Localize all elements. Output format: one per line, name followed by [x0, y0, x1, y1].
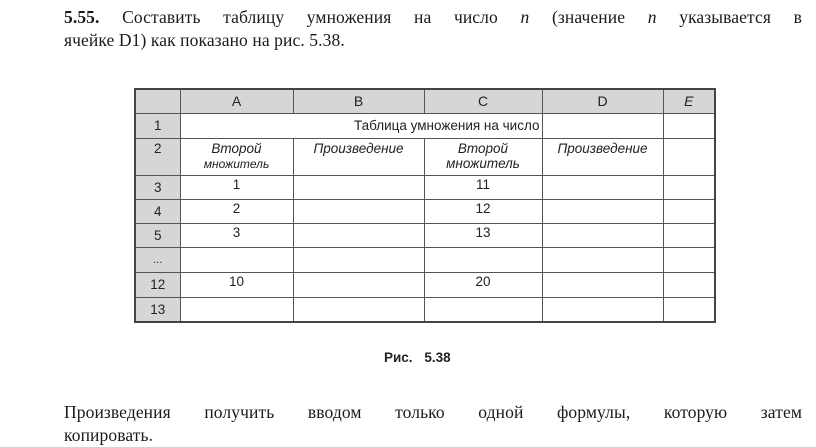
cell-d12 [542, 272, 663, 297]
row-header-5: 5 [135, 223, 180, 247]
cell-empty [663, 297, 715, 322]
row-header-12: 12 [135, 272, 180, 297]
cell-e4 [663, 199, 715, 223]
cell-empty [542, 247, 663, 272]
table-title-cell: Таблица умножения на число [180, 113, 542, 138]
cell-e2 [663, 138, 715, 175]
corner-cell [135, 89, 180, 113]
cell-a3: 1 [180, 175, 293, 199]
cell-c2: Второй множитель [424, 138, 542, 175]
cell-empty [542, 297, 663, 322]
cell-e1 [663, 113, 715, 138]
cell-d4 [542, 199, 663, 223]
cell-c4: 12 [424, 199, 542, 223]
problem-statement [64, 6, 802, 52]
cell-b5 [293, 223, 424, 247]
problem-number: 5.55. [64, 7, 100, 27]
cell-empty [663, 247, 715, 272]
row-header-1: 1 [135, 113, 180, 138]
cell-b2: Произведение [293, 138, 424, 175]
instruction-line-2: копировать. [64, 425, 154, 445]
row-header-13: 13 [135, 297, 180, 322]
column-header-a: A [180, 89, 293, 113]
cell-empty [424, 297, 542, 322]
cell-c3: 11 [424, 175, 542, 199]
cell-empty [180, 297, 293, 322]
problem-line-2: ячейке D1) как показано на рис. 5.38. [64, 30, 345, 50]
row-header-3: 3 [135, 175, 180, 199]
row-header-2: 2 [135, 138, 180, 175]
column-header-e: E [663, 89, 715, 113]
cell-b3 [293, 175, 424, 199]
figure-caption: Рис. 5.38 [384, 350, 451, 365]
cell-a12: 10 [180, 272, 293, 297]
cell-e12 [663, 272, 715, 297]
cell-d2: Произведение [542, 138, 663, 175]
cell-b12 [293, 272, 424, 297]
cell-a4: 2 [180, 199, 293, 223]
cell-empty [180, 247, 293, 272]
cell-empty [293, 297, 424, 322]
problem-line-1: 5.55. Составить таблицу умножения на число n (значение n указывается в [64, 7, 802, 27]
cell-c5: 13 [424, 223, 542, 247]
spreadsheet-figure [134, 88, 716, 323]
cell-e5 [663, 223, 715, 247]
cell-b4 [293, 199, 424, 223]
cell-e3 [663, 175, 715, 199]
column-header-d: D [542, 89, 663, 113]
column-header-b: B [293, 89, 424, 113]
cell-d3 [542, 175, 663, 199]
instruction-text [64, 401, 802, 447]
cell-d1 [542, 113, 663, 138]
cell-empty [293, 247, 424, 272]
cell-a2: Второй множитель [180, 138, 293, 175]
cell-empty [424, 247, 542, 272]
row-header-ellipsis: ... [135, 247, 180, 272]
column-header-c: C [424, 89, 542, 113]
cell-c12: 20 [424, 272, 542, 297]
instruction-line-1: Произведения получить вводом только одной формулы, которую затем [64, 402, 802, 422]
row-header-4: 4 [135, 199, 180, 223]
cell-a5: 3 [180, 223, 293, 247]
cell-d5 [542, 223, 663, 247]
